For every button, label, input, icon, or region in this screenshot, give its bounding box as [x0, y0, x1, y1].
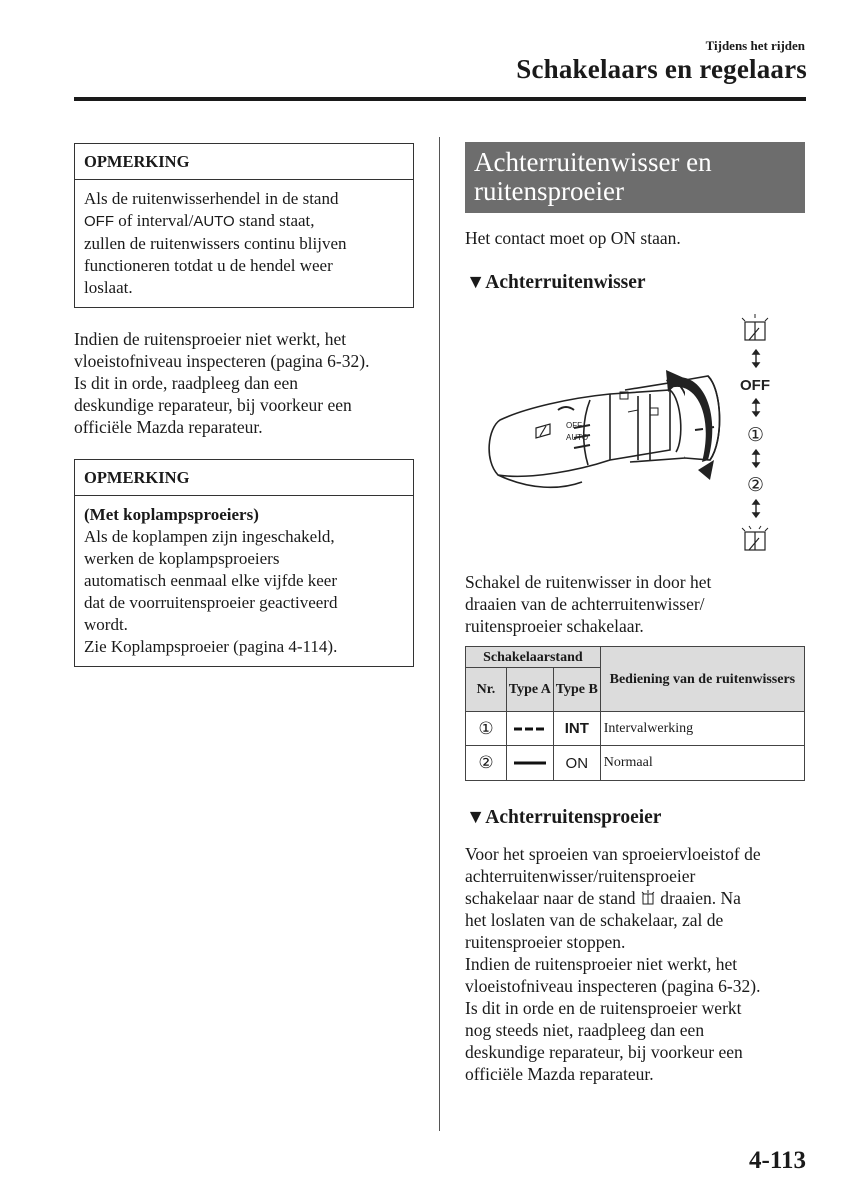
solid-line-icon	[513, 760, 547, 766]
position-2-label: ②	[747, 474, 765, 496]
switch-instruction-paragraph	[465, 571, 810, 637]
note-text: of interval/	[118, 211, 194, 230]
cell-type-a	[506, 746, 553, 781]
para-line: nog steeds niet, raadpleeg dan een	[465, 1020, 705, 1040]
note-line: zullen de ruitenwissers continu blijven	[84, 234, 347, 253]
washer-fluid-paragraph	[74, 328, 424, 438]
note-heading: OPMERKING	[75, 144, 413, 180]
stalk-off-label: OFF	[566, 421, 582, 430]
washer-symbol-icon	[640, 890, 656, 906]
note-box-headlamp-washers	[74, 459, 414, 667]
para-line: vloeistofniveau inspecteren (pagina 6-32).	[465, 976, 761, 996]
cell-type-b: INT	[553, 712, 600, 746]
para-line: deskundige reparateur, bij voorkeur een	[74, 395, 352, 415]
subheading-rear-wiper: ▼Achterruitenwisser	[466, 272, 646, 293]
table-row	[466, 746, 805, 781]
running-header-section: Tijdens het rijden	[705, 38, 805, 53]
para-line: officiële Mazda reparateur.	[465, 1064, 654, 1084]
stalk-auto-label: AUTO	[566, 433, 589, 442]
para-line: Is dit in orde, raadpleeg dan een	[74, 373, 299, 393]
para-line: Indien de ruitensproeier niet werkt, het	[465, 954, 738, 974]
table-header-type-b: Type B	[553, 668, 600, 712]
table-row	[466, 712, 805, 746]
off-symbol: OFF	[84, 213, 114, 230]
note-line: Als de ruitenwisserhendel in de stand	[84, 189, 339, 208]
rotation-arrowhead-bottom	[698, 460, 714, 480]
para-line: vloeistofniveau inspecteren (pagina 6-32).	[74, 351, 370, 371]
wiper-stalk-illustration	[489, 376, 719, 487]
note-line: dat de voorruitensproeier geactiveerd	[84, 593, 338, 612]
note-line: automatisch eenmaal elke vijfde keer	[84, 571, 337, 590]
para-line: achterruitenwisser/ruitensproeier	[465, 866, 696, 886]
para-line	[465, 887, 810, 909]
note-line: Als de koplampen zijn ingeschakeld,	[84, 527, 335, 546]
auto-symbol: AUTO	[193, 213, 235, 230]
cell-type-a	[506, 712, 553, 746]
cell-type-b: ON	[553, 746, 600, 781]
para-text: draaien. Na	[660, 888, 741, 908]
table-header-type-a: Type A	[506, 668, 553, 712]
section-title-bar	[465, 142, 805, 213]
table-group-header: Schakelaarstand	[466, 647, 601, 668]
switch-position-table	[465, 646, 805, 781]
section-title-line: Achterruitenwisser en	[474, 147, 712, 177]
column-divider	[439, 137, 440, 1131]
page-title: Schakelaars en regelaars	[516, 54, 807, 84]
cell-operation: Normaal	[600, 746, 804, 781]
para-line: Voor het sproeien van sproeiervloeistof de	[465, 844, 761, 864]
note-subheading: (Met koplampsproeiers)	[84, 505, 259, 524]
cell-operation: Intervalwerking	[600, 712, 804, 746]
note-line: Zie Koplampsproeier (pagina 4-114).	[84, 637, 338, 656]
note-heading: OPMERKING	[75, 460, 413, 496]
arrow-updown-icon	[753, 399, 759, 416]
note-body	[75, 180, 413, 299]
note-box-wiper-lever	[74, 143, 414, 308]
note-line	[84, 210, 404, 233]
cell-nr: ②	[466, 746, 507, 781]
section-title-line: ruitensproeier	[474, 176, 624, 206]
note-line: loslaat.	[84, 278, 133, 297]
rear-wiper-switch-figure	[470, 310, 810, 560]
note-line: wordt.	[84, 615, 128, 634]
table-header-nr: Nr.	[466, 668, 507, 712]
para-line: Schakel de ruitenwisser in door het	[465, 572, 712, 592]
cell-nr: ①	[466, 712, 507, 746]
para-line: ruitensproeier schakelaar.	[465, 616, 644, 636]
page-number: 4-113	[749, 1147, 806, 1174]
arrow-updown-icon	[753, 450, 759, 467]
note-line: functioneren totdat u de hendel weer	[84, 256, 333, 275]
arrow-updown-icon	[753, 350, 759, 367]
para-line: officiële Mazda reparateur.	[74, 417, 263, 437]
note-text: stand staat,	[238, 211, 315, 230]
para-line: draaien van de achterruitenwisser/	[465, 594, 705, 614]
para-line: Indien de ruitensproeier niet werkt, het	[74, 329, 347, 349]
subheading-rear-washer: ▼Achterruitensproeier	[466, 807, 662, 828]
note-body	[75, 496, 413, 658]
ignition-on-text: Het contact moet op ON staan.	[465, 228, 681, 248]
para-line: deskundige reparateur, bij voorkeur een	[465, 1042, 743, 1062]
arrow-updown-icon	[753, 500, 759, 517]
position-1-label: ①	[747, 424, 765, 446]
para-line: ruitensproeier stoppen.	[465, 932, 626, 952]
table-header-operation: Bediening van de ruitenwissers	[600, 647, 804, 712]
washer-bottom-icon	[742, 526, 768, 550]
para-text: schakelaar naar de stand	[465, 888, 636, 908]
para-line: Is dit in orde en de ruitensproeier werkt	[465, 998, 742, 1018]
note-line: werken de koplampsproeiers	[84, 549, 280, 568]
header-rule	[74, 97, 806, 101]
position-off-label: OFF	[740, 377, 770, 394]
rear-washer-paragraph	[465, 843, 810, 1085]
para-line: het loslaten van de schakelaar, zal de	[465, 910, 724, 930]
washer-top-icon	[742, 314, 768, 340]
dashed-line-icon	[513, 726, 547, 732]
